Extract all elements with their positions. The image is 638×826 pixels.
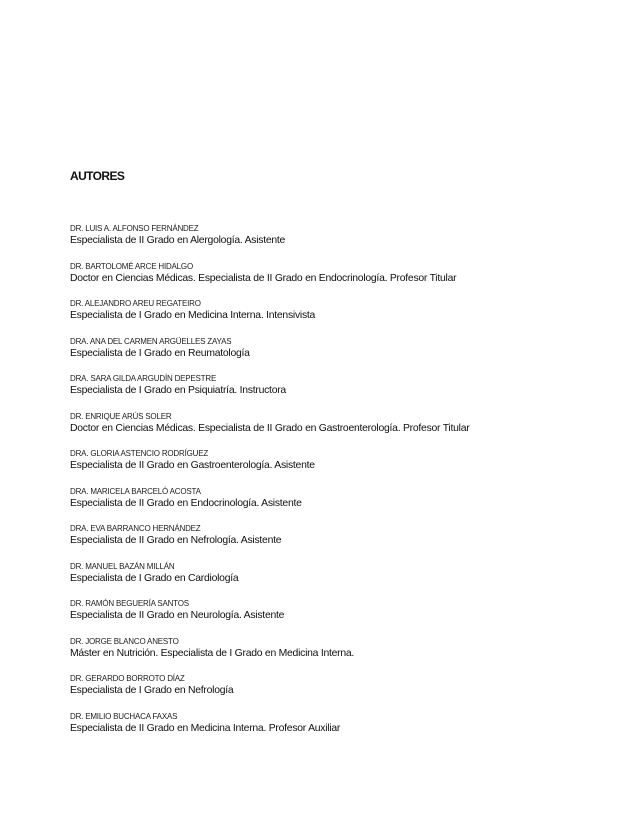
- author-description: Especialista de I Grado en Nefrología: [70, 685, 234, 696]
- author-entry: [70, 412, 610, 450]
- author-entry: [70, 487, 610, 525]
- author-entry: [70, 637, 610, 675]
- author-entry: [70, 337, 610, 375]
- author-name: DR. BARTOLOMÉ ARCE HIDALGO: [70, 261, 193, 271]
- author-name: DR. ENRIQUE ARÚS SOLER: [70, 411, 172, 421]
- author-entry: [70, 299, 610, 337]
- author-description: Especialista de I Grado en Medicina Interna. Intensivista: [70, 310, 316, 321]
- author-entry: [70, 374, 610, 412]
- author-name: DRA. MARICELA BARCELÓ ACOSTA: [70, 486, 201, 496]
- author-entry: [70, 674, 610, 712]
- author-description: Doctor en Ciencias Médicas. Especialista de II Grado en Endocrinología. Profesor Titular: [70, 272, 457, 284]
- author-description: Especialista de I Grado en Reumatología: [70, 347, 250, 359]
- author-description: Especialista de II Grado en Alergología. Asistente: [70, 235, 286, 246]
- author-description: Especialista de II Grado en Medicina Interna. Profesor Auxiliar: [70, 722, 341, 734]
- author-entry: [70, 562, 610, 600]
- section-title: AUTORES: [70, 169, 125, 183]
- author-description: Doctor en Ciencias Médicas. Especialista de II Grado en Gastroenterología. Profesor Titular: [70, 422, 470, 434]
- author-name: DRA. GLORIA ASTENCIO RODRÍGUEZ: [70, 449, 209, 458]
- author-description: Especialista de II Grado en Neurología. Asistente: [70, 610, 285, 621]
- author-name: DR. ALEJANDRO AREU REGATEIRO: [70, 299, 201, 308]
- author-name: DRA. EVA BARRANCO HERNÁNDEZ: [70, 524, 201, 533]
- author-entry: [70, 524, 610, 562]
- author-description: Máster en Nutrición. Especialista de I Grado en Medicina Interna.: [70, 647, 355, 659]
- author-entry: [70, 224, 610, 262]
- author-description: Especialista de I Grado en Psiquiatría. Instructora: [70, 385, 286, 396]
- author-description: Especialista de II Grado en Gastroenterología. Asistente: [70, 460, 315, 471]
- author-entry: [70, 712, 610, 750]
- author-entry: [70, 262, 610, 300]
- author-name: DRA. SARA GILDA ARGUDÍN DEPESTRE: [70, 374, 217, 383]
- author-entry: [70, 599, 610, 637]
- author-description: Especialista de I Grado en Cardiología: [70, 572, 239, 584]
- author-name: DR. LUIS A. ALFONSO FERNÁNDEZ: [70, 224, 199, 233]
- author-entry: [70, 449, 610, 487]
- author-list: [70, 224, 610, 749]
- author-name: DR. MANUEL BAZÁN MILLÁN: [70, 561, 175, 571]
- author-name: DRA. ANA DEL CARMEN ARGÜELLES ZAYAS: [70, 336, 232, 346]
- author-description: Especialista de II Grado en Nefrología. Asistente: [70, 535, 282, 546]
- author-description: Especialista de II Grado en Endocrinología. Asistente: [70, 497, 302, 509]
- author-name: DR. JORGE BLANCO ANESTO: [70, 636, 179, 646]
- author-name: DR. RAMÓN BEGUERÍA SANTOS: [70, 599, 189, 608]
- author-name: DR. EMILIO BUCHACA FAXAS: [70, 711, 178, 721]
- author-name: DR. GERARDO BORROTO DÍAZ: [70, 674, 185, 683]
